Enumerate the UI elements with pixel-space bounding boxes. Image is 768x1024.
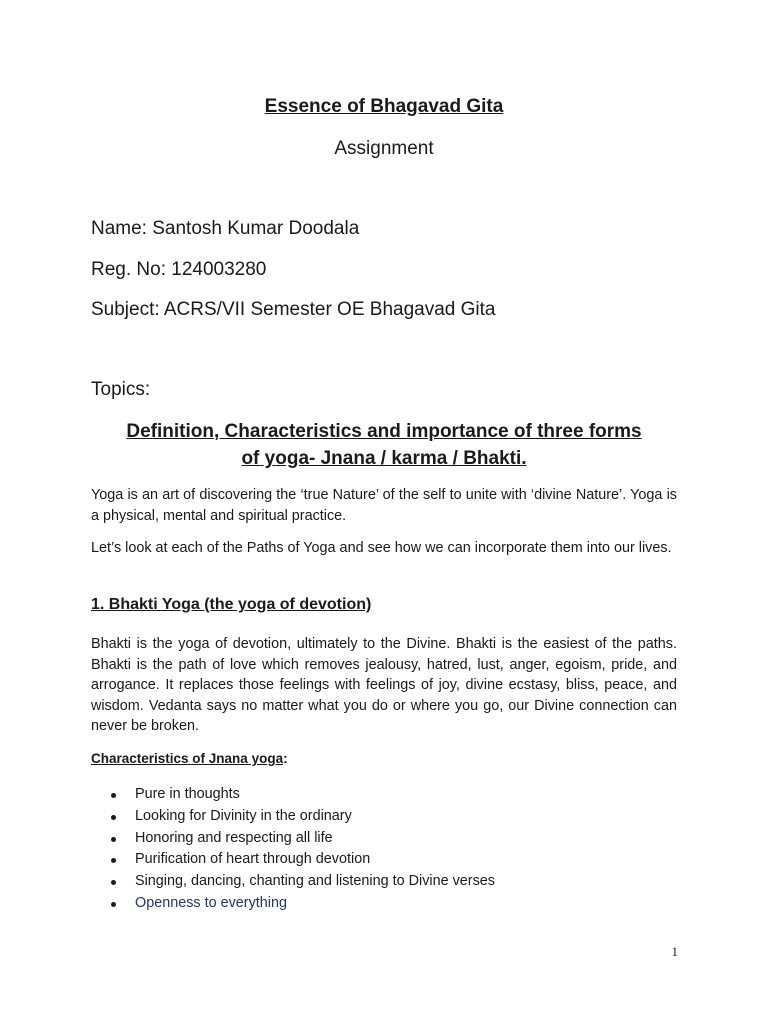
list-item: Looking for Divinity in the ordinary <box>91 806 677 828</box>
page-number: 1 <box>671 944 678 959</box>
bullet-icon <box>111 815 116 820</box>
paths-paragraph: Let’s look at each of the Paths of Yoga and see how we can incorporate them into our lives. <box>91 540 672 556</box>
main-heading-line-1: Definition, Characteristics and importance of three forms <box>126 421 642 442</box>
bullet-icon <box>111 793 116 798</box>
list-item: Openness to everything <box>91 893 677 915</box>
list-item: Purification of heart through devotion <box>91 849 677 871</box>
student-name: Name: Santosh Kumar Doodala <box>91 218 360 239</box>
document-title: Essence of Bhagavad Gita <box>264 96 504 117</box>
characteristics-list <box>91 784 677 915</box>
section-heading-bhakti: 1. Bhakti Yoga (the yoga of devotion) <box>91 596 372 613</box>
bullet-icon <box>111 837 116 842</box>
list-item: Honoring and respecting all life <box>91 828 677 850</box>
list-item: Singing, dancing, chanting and listening to Divine verses <box>91 871 677 893</box>
list-item: Pure in thoughts <box>91 784 677 806</box>
main-heading <box>91 418 677 472</box>
intro-paragraph: Yoga is an art of discovering the ‘true Nature’ of the self to unite with ‘divine Nature’. Yoga is a physical, mental and spiritual practice. <box>91 487 677 524</box>
characteristics-heading-colon: : <box>283 751 288 766</box>
bullet-icon <box>111 880 116 885</box>
topics-label: Topics: <box>91 379 151 400</box>
document-subtitle: Assignment <box>334 138 434 159</box>
characteristics-heading-text: Characteristics of Jnana yoga <box>91 751 284 766</box>
main-heading-line-2: of yoga- Jnana / karma / Bhakti. <box>241 448 527 469</box>
registration-number: Reg. No: 124003280 <box>91 259 267 280</box>
subject-line: Subject: ACRS/VII Semester OE Bhagavad Gita <box>91 299 496 320</box>
bullet-icon <box>111 858 116 863</box>
characteristics-heading <box>91 749 288 769</box>
bhakti-paragraph: Bhakti is the yoga of devotion, ultimately to the Divine. Bhakti is the easiest of the paths. Bhakti is the path of love which removes jealousy, hatred, lust, anger, egoism, pride, and arrogance. It replaces those feelings with feelings of joy, divine ecstasy, bliss, peace, and wisdom. Vedanta says no matter what you do or where you go, our Divine connection can never be broken. <box>91 636 677 734</box>
bullet-icon <box>111 902 116 907</box>
